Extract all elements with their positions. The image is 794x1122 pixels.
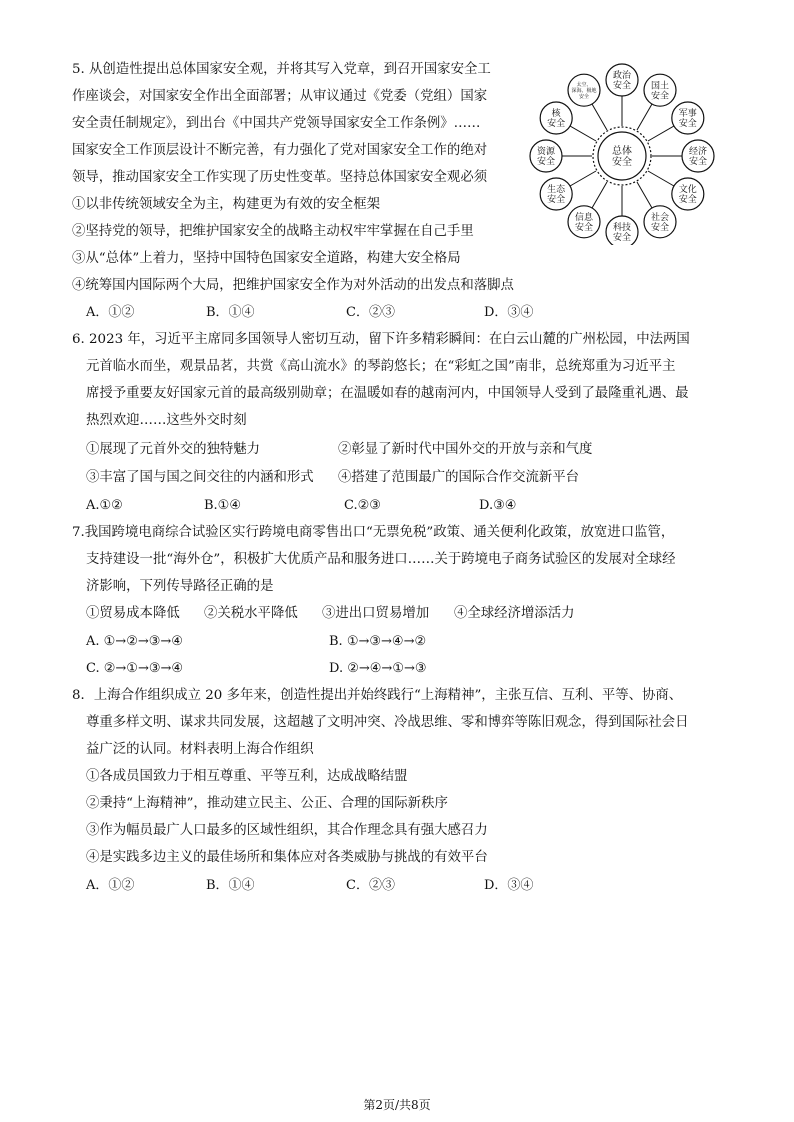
node-label: 信息 — [574, 212, 594, 223]
q6-item-3: ③丰富了国与国之间交往的内涵和形式 — [86, 470, 314, 485]
node-label: 国土 — [650, 81, 670, 92]
q5-line-2: 作座谈会，对国家安全作出全面部署；从审议通过《党委（党组）国家 — [72, 89, 488, 104]
spoke-line — [637, 104, 652, 130]
node-label: 政治 — [612, 71, 632, 82]
q8-choice-a[interactable]: A．①② — [86, 878, 135, 893]
node-label: 安全 — [574, 222, 594, 233]
q8-line-3: 益广泛的认同。材料表明上海合作组织 — [86, 742, 314, 757]
security-node — [672, 178, 704, 210]
security-node — [568, 74, 600, 106]
security-node — [568, 206, 600, 238]
q7-line-1: 7.我国跨境电商综合试验区实行跨境电商零售出口“无票免税”政策、通关便利化政策，放宽进口监管， — [72, 525, 675, 540]
node-label: 文化 — [678, 185, 697, 196]
q5-line-5: 领导，推动国家安全工作实现了历史性变革。坚持总体国家安全观必须 — [72, 170, 488, 185]
spoke-line — [637, 182, 652, 208]
q6-choice-c[interactable]: C.②③ — [344, 498, 381, 513]
q7-item-1: ①贸易成本降低 — [86, 606, 180, 621]
q5-item-2: ②坚持党的领导，把维护国家安全的战略主动权牢牢掌握在自己手里 — [72, 224, 474, 239]
q5-item-3: ③从“总体”上着力，坚持中国特色国家安全道路，构建大安全格局 — [72, 251, 461, 266]
q5-choice-a[interactable]: A．①② — [86, 305, 135, 320]
q8-line-1: 8．上海合作组织成立 20 多年来，创造性提出并始终践行“上海精神”，主张互信、互利、平等、协商、 — [72, 688, 683, 703]
q7-choice-c[interactable]: C. ②→①→③→④ — [86, 661, 184, 676]
q8-item-3: ③作为幅员最广人口最多的区域性组织，其合作理念具有强大感召力 — [86, 823, 488, 838]
q7-choice-b[interactable]: B. ①→③→④→② — [329, 634, 427, 649]
center-label: 总体 — [612, 146, 632, 157]
node-label: 深海、极地 — [571, 87, 597, 94]
q8-item-1: ①各成员国致力于相互尊重、平等互利，达成战略结盟 — [86, 769, 408, 784]
q8-choice-d[interactable]: D．③④ — [484, 878, 534, 893]
spoke-line — [648, 171, 674, 186]
node-label: 安全 — [612, 81, 632, 92]
q6-item-4: ④搭建了范围最广的国际合作交流新平台 — [338, 470, 580, 485]
node-label: 生态 — [547, 185, 566, 196]
node-label: 安全 — [536, 157, 556, 168]
node-label: 安全 — [688, 157, 708, 168]
q7-item-2: ②关税水平降低 — [204, 606, 298, 621]
q8-item-2: ②秉持“上海精神”，推动建立民主、公正、合理的国际新秩序 — [86, 796, 448, 811]
q5-line-3: 安全责任制规定》，到出台《中国共产党领导国家安全工作条例》…… — [72, 116, 481, 131]
security-node — [606, 216, 638, 245]
security-node — [540, 178, 572, 210]
q8-line-2: 尊重多样文明、谋求共同发展，这超越了文明冲突、冷战思维、零和博弈等陈旧观念，得到国际社会日 — [86, 715, 689, 730]
node-label: 社会 — [650, 212, 670, 223]
node-label: 安全 — [678, 195, 697, 206]
q7-line-2: 支持建设一批“海外仓”，积极扩大优质产品和服务进口……关于跨境电子商务试验区的发展对全球经 — [86, 552, 676, 567]
node-label: 安全 — [612, 233, 632, 244]
center-label: 安全 — [612, 157, 632, 168]
q5-choice-d[interactable]: D．③④ — [484, 305, 534, 320]
node-label: 安全 — [650, 91, 670, 102]
spoke-line — [570, 171, 596, 186]
q6-line-4: 热烈欢迎……这些外交时刻 — [86, 413, 247, 428]
node-label: 军事 — [678, 109, 697, 120]
security-node — [672, 102, 704, 134]
q6-choice-d[interactable]: D.③④ — [479, 498, 517, 513]
q5-line-4: 国家安全工作顶层设计不断完善，有力强化了党对国家安全工作的绝对 — [72, 143, 488, 158]
security-node — [644, 74, 676, 106]
q6-item-2: ②彰显了新时代中国外交的开放与亲和气度 — [338, 442, 593, 457]
security-node — [644, 206, 676, 238]
node-label: 资源 — [536, 147, 556, 158]
security-node — [682, 140, 714, 172]
q7-item-3: ③进出口贸易增加 — [322, 606, 430, 621]
security-node — [540, 102, 572, 134]
q5-item-1: ①以非传统领域安全为主，构建更为有效的安全框架 — [72, 197, 380, 212]
node-label: 安全 — [578, 93, 590, 100]
q5-line-1: 5. 从创造性提出总体国家安全观，并将其写入党章，到召开国家安全工 — [72, 62, 491, 77]
q5-choice-b[interactable]: B．①④ — [206, 305, 255, 320]
q6-item-1: ①展现了元首外交的独特魅力 — [86, 442, 261, 457]
q8-choice-c[interactable]: C．②③ — [346, 878, 395, 893]
q5-choice-c[interactable]: C．②③ — [346, 305, 395, 320]
q7-choice-d[interactable]: D. ②→④→①→③ — [329, 661, 427, 676]
node-label: 安全 — [547, 119, 566, 130]
center-node — [593, 127, 651, 185]
node-label: 安全 — [547, 195, 566, 206]
spoke-line — [592, 104, 607, 130]
node-label: 核 — [551, 109, 561, 120]
q6-choice-b[interactable]: B.①④ — [204, 498, 241, 513]
q6-choice-a[interactable]: A.①② — [86, 498, 123, 513]
node-label: 科技 — [612, 223, 632, 234]
node-label: 安全 — [650, 222, 670, 233]
q7-choice-a[interactable]: A. ①→②→③→④ — [86, 634, 183, 649]
q8-item-4: ④是实践多边主义的最佳场所和集体应对各类威胁与挑战的有效平台 — [86, 850, 488, 865]
security-diagram — [522, 60, 730, 245]
q7-line-3: 济影响，下列传导路径正确的是 — [86, 579, 274, 594]
node-label: 经济 — [688, 147, 708, 158]
q6-line-2: 元首临水而坐，观景品茗，共赏《高山流水》的琴韵悠长；在“彩虹之国”南非，总统郑重为习近平主 — [86, 359, 676, 374]
page-number: 第2页/共8页 — [363, 1098, 431, 1112]
spoke-line — [648, 126, 674, 141]
spoke-line — [570, 126, 596, 141]
security-node — [606, 64, 638, 96]
q8-choice-b[interactable]: B．①④ — [206, 878, 255, 893]
q7-item-4: ④全球经济增添活力 — [454, 606, 575, 621]
q6-line-1: 6. 2023 年，习近平主席同多国领导人密切互动，留下许多精彩瞬间：在白云山麓的广州松园，中法两国 — [72, 332, 690, 347]
q6-line-3: 席授予重要友好国家元首的最高级别勋章；在温暖如春的越南河内，中国领导人受到了最隆重礼遇、最 — [86, 386, 689, 401]
spoke-line — [592, 182, 607, 208]
node-label: 太空、 — [576, 81, 592, 88]
node-label: 安全 — [678, 119, 697, 130]
q5-item-4: ④统筹国内国际两个大局，把维护国家安全作为对外活动的出发点和落脚点 — [72, 278, 514, 293]
security-node — [530, 140, 562, 172]
